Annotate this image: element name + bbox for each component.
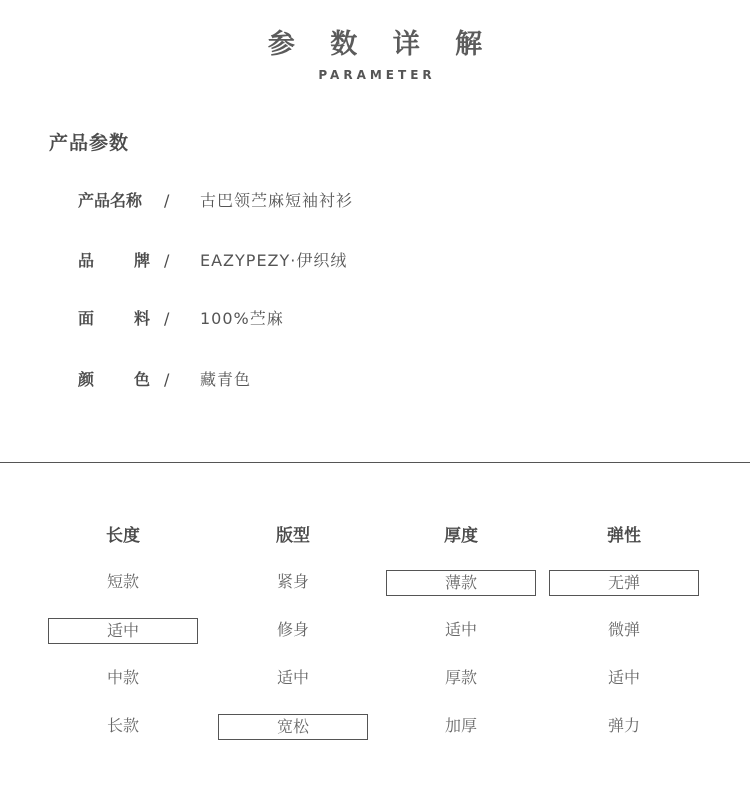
param-value: EAZYPEZY·伊织绒 — [200, 251, 348, 270]
param-label-text: 料 — [133, 309, 150, 328]
attribute-option: 紧身 — [276, 572, 309, 591]
param-separator: / — [164, 370, 170, 389]
attribute-header: 弹性 — [607, 526, 641, 546]
param-label-text: 品 — [78, 251, 95, 270]
attribute-option: 短款 — [106, 572, 139, 591]
param-label-text: 面 — [78, 309, 95, 328]
attribute-option: 加厚 — [444, 716, 477, 735]
param-value: 100%苎麻 — [200, 309, 284, 328]
param-label-text: 颜 — [78, 370, 95, 389]
param-value: 藏青色 — [200, 370, 252, 389]
param-label — [78, 306, 150, 332]
attribute-option: 弹力 — [607, 716, 640, 735]
attribute-option-selected: 无弹 — [549, 570, 699, 596]
attribute-header: 厚度 — [444, 526, 478, 546]
attribute-option: 厚款 — [444, 668, 477, 687]
section-title: 产品参数 — [49, 132, 130, 154]
param-separator: / — [164, 251, 170, 270]
param-label-text: 牌 — [133, 251, 150, 270]
param-label-text: 色 — [133, 370, 150, 389]
attribute-option: 修身 — [276, 620, 309, 639]
page-title: 参 数 详 解 — [267, 29, 496, 60]
param-separator: / — [164, 309, 170, 328]
attribute-option: 长款 — [106, 716, 139, 735]
attribute-option: 适中 — [276, 668, 309, 687]
attribute-header: 版型 — [276, 526, 310, 546]
param-label-text: 产品名称 — [78, 191, 143, 210]
attribute-option: 适中 — [607, 668, 640, 687]
param-label — [78, 367, 150, 393]
param-value: 古巴领苎麻短袖衬衫 — [200, 191, 354, 210]
attribute-option-selected: 薄款 — [386, 570, 536, 596]
param-label — [78, 188, 150, 214]
attribute-option: 微弹 — [607, 620, 640, 639]
attribute-option: 适中 — [444, 620, 477, 639]
attribute-option-selected: 宽松 — [218, 714, 368, 740]
page-subtitle: PARAMETER — [318, 68, 436, 82]
attribute-option: 中款 — [106, 668, 139, 687]
param-label — [78, 248, 150, 274]
attribute-option-selected: 适中 — [48, 618, 198, 644]
attribute-header: 长度 — [106, 526, 140, 546]
page-header — [0, 28, 750, 82]
section-divider — [0, 462, 750, 463]
param-separator: / — [164, 191, 170, 210]
